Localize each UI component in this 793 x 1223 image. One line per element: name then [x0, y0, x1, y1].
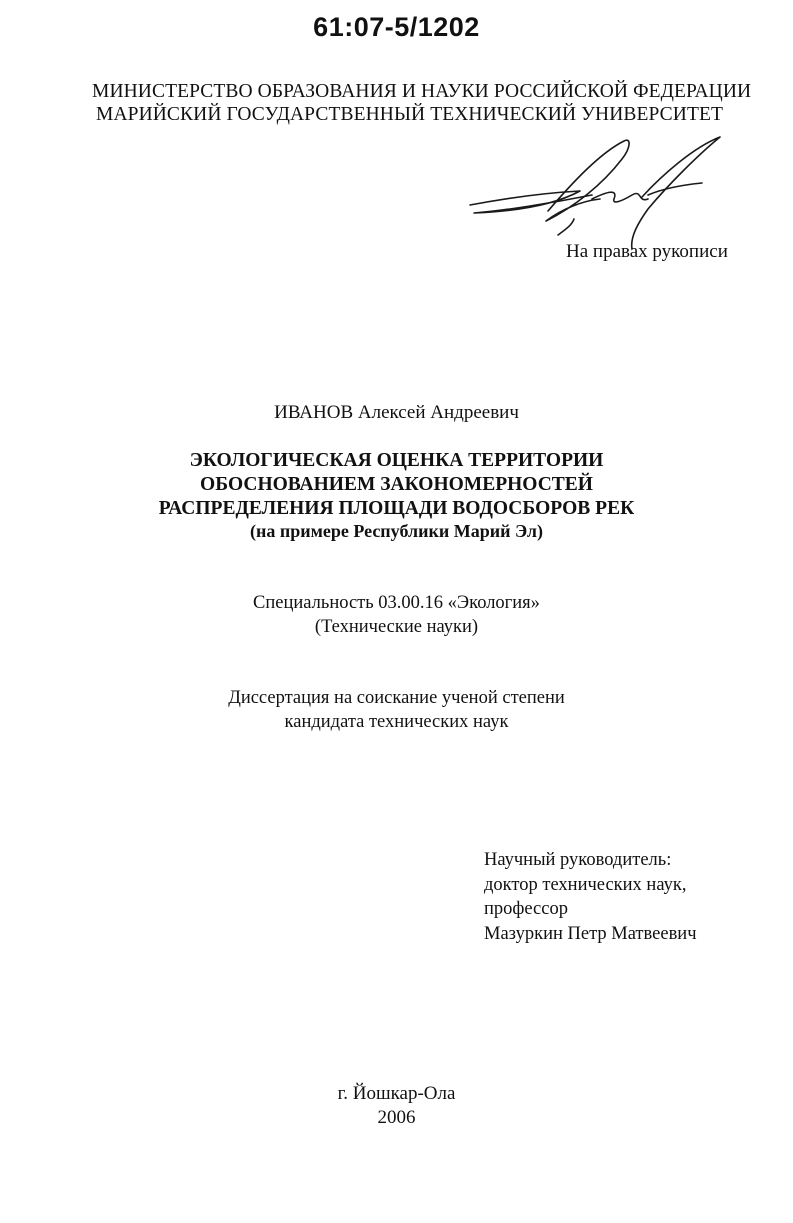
- specialty-code: Специальность 03.00.16 «Экология»: [253, 593, 540, 613]
- title-line: ОБОСНОВАНИЕМ ЗАКОНОМЕРНОСТЕЙ: [200, 474, 593, 495]
- supervisor-block: [484, 848, 697, 946]
- handwritten-signature: [462, 133, 732, 253]
- specialty-block: [0, 591, 793, 639]
- signature-stroke: [470, 191, 592, 213]
- institution-header: [92, 80, 751, 126]
- supervisor-degree: доктор технических наук,: [484, 874, 687, 895]
- city-name: г. Йошкар-Ола: [337, 1083, 456, 1104]
- archive-code: 61:07-5/1202: [313, 12, 480, 42]
- signature-stroke: [592, 192, 648, 202]
- title-subtitle: (на примере Республики Марий Эл): [249, 521, 544, 541]
- year: 2006: [377, 1107, 416, 1128]
- title-line: ЭКОЛОГИЧЕСКАЯ ОЦЕНКА ТЕРРИТОРИИ: [189, 450, 604, 471]
- degree-line: кандидата технических наук: [284, 712, 509, 732]
- rights-note: На правах рукописи: [566, 241, 728, 262]
- degree-statement: [0, 686, 793, 734]
- supervisor-role: Научный руководитель:: [484, 850, 672, 870]
- place-and-year: [0, 1082, 793, 1130]
- title-line: РАСПРЕДЕЛЕНИЯ ПЛОЩАДИ ВОДОСБОРОВ РЕК: [158, 498, 635, 519]
- supervisor-rank: профессор: [484, 899, 568, 919]
- signature-stroke: [558, 219, 574, 235]
- dissertation-title: [0, 449, 793, 521]
- author-name: ИВАНОВ Алексей Андреевич: [274, 402, 519, 423]
- signature-stroke: [648, 183, 702, 195]
- ministry-name: МИНИСТЕРСТВО ОБРАЗОВАНИЯ И НАУКИ РОССИЙСКОЙ ФЕДЕРАЦИИ: [92, 81, 752, 102]
- specialty-field: (Технические науки): [314, 617, 479, 637]
- signature-stroke: [632, 137, 720, 249]
- signature-stroke: [546, 140, 629, 221]
- degree-line: Диссертация на соискание ученой степени: [228, 688, 565, 708]
- supervisor-name: Мазуркин Петр Матвеевич: [484, 923, 697, 944]
- university-name: МАРИЙСКИЙ ГОСУДАРСТВЕННЫЙ ТЕХНИЧЕСКИЙ УНИВЕРСИТЕТ: [96, 104, 724, 125]
